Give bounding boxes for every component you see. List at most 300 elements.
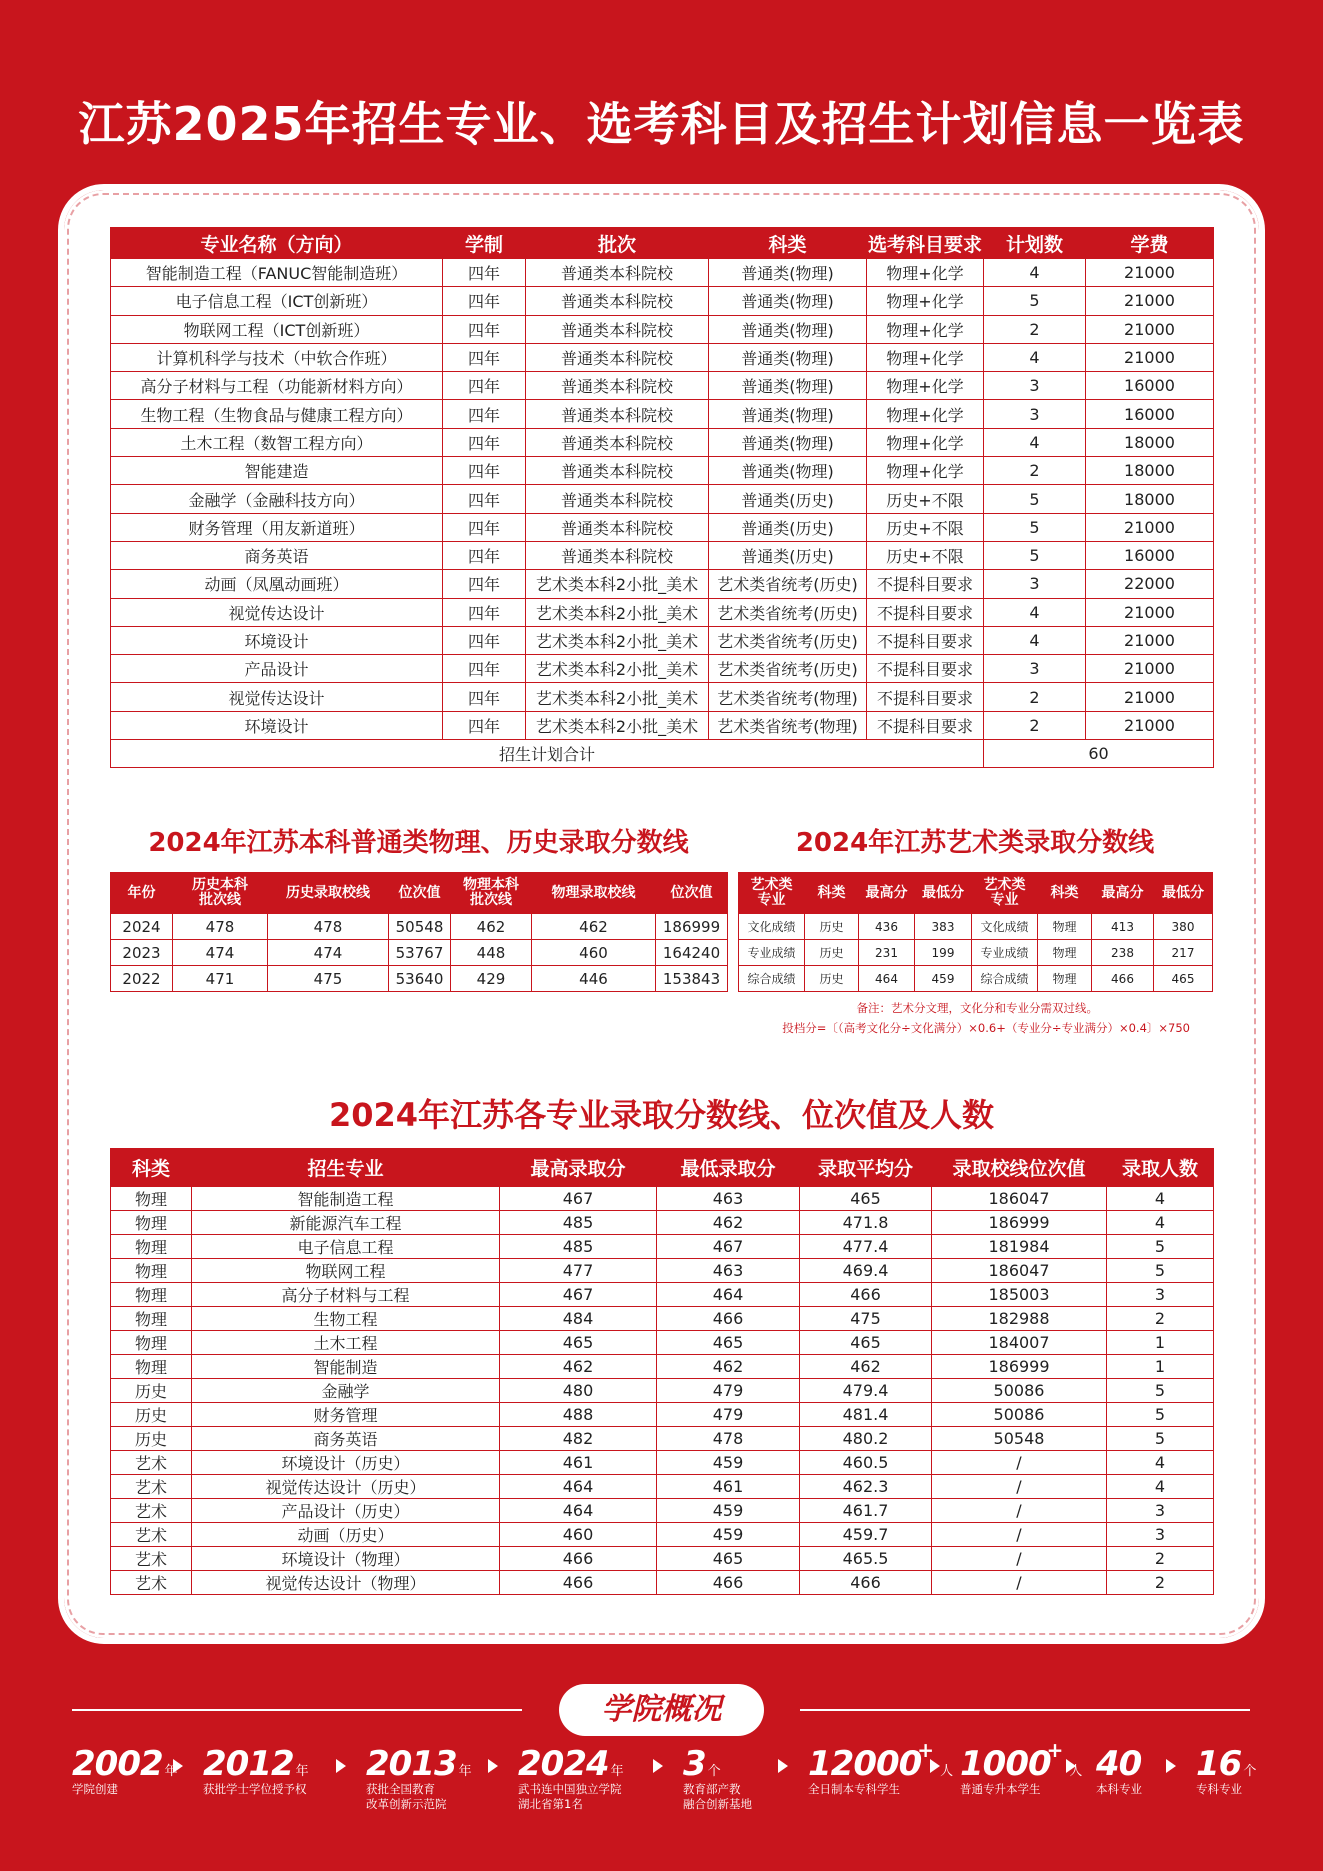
major-cell: 467: [500, 1283, 657, 1307]
plan-row: [111, 626, 1214, 654]
major-cell: 环境设计（物理）: [192, 1547, 500, 1571]
major-cell: 5: [1107, 1427, 1214, 1451]
plan-cell: 历史+不限: [867, 513, 984, 541]
footer-stat: [366, 1744, 472, 1812]
art-cell: 专业成绩: [739, 940, 805, 966]
major-cell: 历史: [111, 1403, 192, 1427]
major-row: [111, 1547, 1214, 1571]
plan-cell: 四年: [443, 626, 526, 654]
major-row: [111, 1379, 1214, 1403]
major-cell: 464: [500, 1499, 657, 1523]
stat-unit: 年: [295, 1764, 309, 1779]
major-cell: 459.7: [800, 1523, 932, 1547]
major-header: 最低录取分: [657, 1149, 800, 1187]
major-cell: 463: [657, 1187, 800, 1211]
plan-cell: 不提科目要求: [867, 711, 984, 739]
plan-cell: 4: [984, 259, 1086, 287]
art-cell: 专业成绩: [972, 940, 1038, 966]
plan-cell: 普通类(物理): [709, 259, 867, 287]
stat-description: 获批学士学位授予权: [203, 1782, 307, 1796]
major-cell: 艺术: [111, 1451, 192, 1475]
chevron-right-icon: [173, 1759, 183, 1773]
major-cell: 5: [1107, 1403, 1214, 1427]
stat-unit: 年: [458, 1764, 472, 1779]
stat-unit: 个: [1243, 1764, 1257, 1779]
major-cell: 物理: [111, 1307, 192, 1331]
major-cell: 477: [500, 1259, 657, 1283]
major-row: [111, 1571, 1214, 1595]
plan-row: [111, 711, 1214, 739]
footer-stat: [1196, 1744, 1256, 1797]
stat-description: 本科专业: [1096, 1782, 1142, 1796]
stat-description: 全日制本专科学生: [808, 1782, 900, 1796]
art-cell: 物理: [1038, 940, 1092, 966]
plan-cell: 普通类(物理): [709, 428, 867, 456]
major-cell: 3: [1107, 1523, 1214, 1547]
major-row: [111, 1499, 1214, 1523]
chevron-right-icon: [1066, 1759, 1076, 1773]
art-cell: 413: [1092, 914, 1154, 940]
major-cell: 艺术: [111, 1499, 192, 1523]
art-cell: 231: [859, 940, 915, 966]
plan-cell: 普通类(历史): [709, 541, 867, 569]
major-cell: 4: [1107, 1475, 1214, 1499]
major-cell: 464: [500, 1475, 657, 1499]
major-cell: /: [932, 1451, 1107, 1475]
plan-cell: 21000: [1086, 315, 1214, 343]
plan-header: 计划数: [984, 228, 1086, 259]
major-cell: 182988: [932, 1307, 1107, 1331]
major-cell: 466: [500, 1571, 657, 1595]
major-cell: 物理: [111, 1355, 192, 1379]
footer-stat: [203, 1744, 309, 1797]
footer-stat: [960, 1738, 1083, 1797]
art-cell: 文化成绩: [972, 914, 1038, 940]
plan-cell: 艺术类省统考(历史): [709, 626, 867, 654]
chevron-right-icon: [336, 1759, 346, 1773]
art-cell: 物理: [1038, 914, 1092, 940]
major-cell: 462: [657, 1355, 800, 1379]
plan-cell: 5: [984, 513, 1086, 541]
footer-stat: [72, 1744, 178, 1797]
plan-cell: 环境设计: [111, 626, 443, 654]
plan-cell: 4: [984, 343, 1086, 371]
major-cell: 艺术: [111, 1547, 192, 1571]
major-cell: 462.3: [800, 1475, 932, 1499]
plan-cell: 艺术类省统考(历史): [709, 655, 867, 683]
major-cell: 商务英语: [192, 1427, 500, 1451]
art-cell: 物理: [1038, 966, 1092, 992]
plan-cell: 18000: [1086, 485, 1214, 513]
plan-cell: 四年: [443, 541, 526, 569]
plan-cell: 艺术类本科2小批_美术: [526, 683, 709, 711]
major-cell: 50086: [932, 1379, 1107, 1403]
major-cell: 465.5: [800, 1547, 932, 1571]
plan-cell: 四年: [443, 428, 526, 456]
chevron-right-icon: [930, 1759, 940, 1773]
major-cell: 464: [657, 1283, 800, 1307]
score-cell: 478: [268, 914, 389, 940]
major-cell: 视觉传达设计（历史）: [192, 1475, 500, 1499]
major-cell: 475: [800, 1307, 932, 1331]
stat-unit: 人: [1069, 1764, 1083, 1779]
art-header: 最低分: [1154, 873, 1213, 914]
major-cell: 460.5: [800, 1451, 932, 1475]
art-header: 最低分: [915, 873, 972, 914]
plan-cell: 2: [984, 683, 1086, 711]
plan-total-value: 60: [984, 740, 1214, 768]
score-cell: 2023: [111, 940, 173, 966]
major-cell: 电子信息工程: [192, 1235, 500, 1259]
enrollment-plan-table: [110, 227, 1214, 768]
score-cell: 462: [451, 914, 532, 940]
score-cell: 462: [532, 914, 656, 940]
art-cell: 文化成绩: [739, 914, 805, 940]
plan-cell: 四年: [443, 372, 526, 400]
major-header: 招生专业: [192, 1149, 500, 1187]
art-header: 科类: [805, 873, 859, 914]
plan-row: [111, 428, 1214, 456]
plan-cell: 3: [984, 372, 1086, 400]
major-cell: 物理: [111, 1259, 192, 1283]
major-cell: 环境设计（历史）: [192, 1451, 500, 1475]
plan-header: 专业名称（方向）: [111, 228, 443, 259]
major-row: [111, 1259, 1214, 1283]
major-cell: 471.8: [800, 1211, 932, 1235]
plan-cell: 物理+化学: [867, 400, 984, 428]
stat-description: 学院创建: [72, 1782, 118, 1796]
score-row: [111, 966, 728, 992]
chevron-right-icon: [1166, 1759, 1176, 1773]
plan-cell: 四年: [443, 711, 526, 739]
major-cell: 482: [500, 1427, 657, 1451]
plan-cell: 智能建造: [111, 457, 443, 485]
art-cell: 466: [1092, 966, 1154, 992]
plan-row: [111, 598, 1214, 626]
plan-cell: 四年: [443, 513, 526, 541]
art-row: [739, 914, 1213, 940]
plan-cell: 22000: [1086, 570, 1214, 598]
plan-header: 批次: [526, 228, 709, 259]
art-cell: 历史: [805, 914, 859, 940]
plan-cell: 2: [984, 711, 1086, 739]
major-cell: 3: [1107, 1283, 1214, 1307]
stat-number: 3: [683, 1744, 706, 1784]
score-cell: 474: [173, 940, 268, 966]
major-cell: 461: [500, 1451, 657, 1475]
major-cell: /: [932, 1499, 1107, 1523]
major-row: [111, 1523, 1214, 1547]
major-score-title: 2024年江苏各专业录取分数线、位次值及人数: [328, 1096, 995, 1134]
plan-row: [111, 259, 1214, 287]
plan-cell: 艺术类本科2小批_美术: [526, 598, 709, 626]
plan-cell: 普通类本科院校: [526, 372, 709, 400]
plan-cell: 电子信息工程（ICT创新班）: [111, 287, 443, 315]
score-header: 位次值: [389, 873, 451, 914]
plan-cell: 16000: [1086, 400, 1214, 428]
major-cell: 2: [1107, 1571, 1214, 1595]
score-cell: 153843: [656, 966, 728, 992]
plan-cell: 18000: [1086, 457, 1214, 485]
score-cell: 53767: [389, 940, 451, 966]
major-cell: 物理: [111, 1211, 192, 1235]
footer-stat: [518, 1744, 624, 1812]
plan-cell: 高分子材料与工程（功能新材料方向）: [111, 372, 443, 400]
major-cell: 460: [500, 1523, 657, 1547]
major-cell: 185003: [932, 1283, 1107, 1307]
major-cell: 物理: [111, 1283, 192, 1307]
plan-cell: 物理+化学: [867, 315, 984, 343]
major-cell: 465: [500, 1331, 657, 1355]
major-cell: 466: [657, 1307, 800, 1331]
plan-cell: 四年: [443, 485, 526, 513]
art-header: 最高分: [1092, 873, 1154, 914]
plan-cell: 2: [984, 457, 1086, 485]
major-cell: 50548: [932, 1427, 1107, 1451]
plan-row: [111, 400, 1214, 428]
major-cell: 艺术: [111, 1571, 192, 1595]
major-cell: 488: [500, 1403, 657, 1427]
plan-cell: 历史+不限: [867, 541, 984, 569]
score-cell: 186999: [656, 914, 728, 940]
major-cell: 4: [1107, 1187, 1214, 1211]
major-header: 录取人数: [1107, 1149, 1214, 1187]
major-cell: 477.4: [800, 1235, 932, 1259]
plan-cell: 不提科目要求: [867, 683, 984, 711]
major-cell: 智能制造: [192, 1355, 500, 1379]
plan-cell: 21000: [1086, 259, 1214, 287]
stat-description: 专科专业: [1196, 1782, 1242, 1796]
plan-cell: 四年: [443, 598, 526, 626]
plan-cell: 普通类(物理): [709, 372, 867, 400]
major-row: [111, 1307, 1214, 1331]
plan-cell: 21000: [1086, 626, 1214, 654]
major-header: 录取平均分: [800, 1149, 932, 1187]
major-cell: 465: [800, 1331, 932, 1355]
major-cell: 新能源汽车工程: [192, 1211, 500, 1235]
major-cell: 459: [657, 1451, 800, 1475]
stat-description: 武书连中国独立学院 湖北省第1名: [518, 1782, 622, 1811]
score-cell: 471: [173, 966, 268, 992]
major-cell: 186999: [932, 1355, 1107, 1379]
art-cell: 436: [859, 914, 915, 940]
major-cell: 485: [500, 1235, 657, 1259]
score-row: [111, 914, 728, 940]
major-cell: 461: [657, 1475, 800, 1499]
plan-cell: 不提科目要求: [867, 655, 984, 683]
plan-cell: 不提科目要求: [867, 570, 984, 598]
stat-unit: 年: [164, 1764, 178, 1779]
major-cell: 466: [657, 1571, 800, 1595]
major-cell: 469.4: [800, 1259, 932, 1283]
major-cell: /: [932, 1547, 1107, 1571]
art-header: 最高分: [859, 873, 915, 914]
plan-cell: 物理+化学: [867, 428, 984, 456]
major-cell: 467: [500, 1187, 657, 1211]
plan-row: [111, 655, 1214, 683]
plan-row: [111, 315, 1214, 343]
plan-cell: 金融学（金融科技方向）: [111, 485, 443, 513]
plan-cell: 财务管理（用友新道班）: [111, 513, 443, 541]
plan-cell: 四年: [443, 457, 526, 485]
art-row: [739, 966, 1213, 992]
plan-cell: 智能制造工程（FANUC智能制造班）: [111, 259, 443, 287]
plan-cell: 艺术类本科2小批_美术: [526, 570, 709, 598]
major-cell: 生物工程: [192, 1307, 500, 1331]
major-cell: 4: [1107, 1211, 1214, 1235]
major-cell: 5: [1107, 1379, 1214, 1403]
plan-cell: 3: [984, 655, 1086, 683]
stat-unit: 个: [707, 1764, 721, 1779]
plan-cell: 普通类本科院校: [526, 343, 709, 371]
plan-cell: 普通类本科院校: [526, 457, 709, 485]
major-cell: 186047: [932, 1187, 1107, 1211]
major-cell: 461.7: [800, 1499, 932, 1523]
plan-cell: 环境设计: [111, 711, 443, 739]
major-cell: 186047: [932, 1259, 1107, 1283]
major-cell: 智能制造工程: [192, 1187, 500, 1211]
plan-cell: 18000: [1086, 428, 1214, 456]
footer-stat: [1096, 1744, 1142, 1797]
art-cell: 459: [915, 966, 972, 992]
art-cell: 464: [859, 966, 915, 992]
plan-cell: 四年: [443, 683, 526, 711]
art-note-2: 投档分=〔（高考文化分÷文化满分）×0.6+（专业分÷专业满分）×0.4〕×750: [782, 1021, 1190, 1035]
art-cell: 380: [1154, 914, 1213, 940]
plan-cell: 4: [984, 428, 1086, 456]
major-cell: 财务管理: [192, 1403, 500, 1427]
major-cell: /: [932, 1571, 1107, 1595]
major-cell: 物联网工程: [192, 1259, 500, 1283]
plan-row: [111, 287, 1214, 315]
footer-divider-right: [800, 1709, 1250, 1711]
plan-row: [111, 683, 1214, 711]
score-line-title: 2024年江苏本科普通类物理、历史录取分数线: [148, 828, 689, 858]
major-cell: 485: [500, 1211, 657, 1235]
plan-cell: 视觉传达设计: [111, 683, 443, 711]
plan-cell: 21000: [1086, 513, 1214, 541]
major-cell: 历史: [111, 1379, 192, 1403]
plan-cell: 物理+化学: [867, 343, 984, 371]
plan-cell: 普通类本科院校: [526, 259, 709, 287]
plan-cell: 普通类(历史): [709, 513, 867, 541]
major-cell: 462: [657, 1211, 800, 1235]
plan-cell: 4: [984, 626, 1086, 654]
major-cell: 物理: [111, 1331, 192, 1355]
major-cell: 物理: [111, 1235, 192, 1259]
major-cell: 3: [1107, 1499, 1214, 1523]
stat-unit: 人: [940, 1764, 954, 1779]
major-cell: 土木工程: [192, 1331, 500, 1355]
stat-number: 2002: [72, 1744, 163, 1784]
art-score-title: 2024年江苏艺术类录取分数线: [795, 828, 1155, 858]
major-cell: 5: [1107, 1259, 1214, 1283]
plan-cell: 21000: [1086, 343, 1214, 371]
plan-cell: 16000: [1086, 372, 1214, 400]
major-cell: 1: [1107, 1355, 1214, 1379]
plan-cell: 艺术类省统考(历史): [709, 598, 867, 626]
stat-number: 1000: [960, 1744, 1051, 1784]
major-cell: 463: [657, 1259, 800, 1283]
major-row: [111, 1331, 1214, 1355]
plan-cell: 普通类本科院校: [526, 485, 709, 513]
major-header: 科类: [111, 1149, 192, 1187]
plan-cell: 21000: [1086, 598, 1214, 626]
plan-cell: 16000: [1086, 541, 1214, 569]
major-cell: 484: [500, 1307, 657, 1331]
plan-cell: 艺术类本科2小批_美术: [526, 626, 709, 654]
score-cell: 53640: [389, 966, 451, 992]
major-row: [111, 1427, 1214, 1451]
major-score-table: [110, 1148, 1214, 1595]
plan-cell: 普通类(物理): [709, 400, 867, 428]
plan-cell: 普通类本科院校: [526, 315, 709, 343]
art-cell: 历史: [805, 940, 859, 966]
major-cell: 5: [1107, 1235, 1214, 1259]
plan-cell: 5: [984, 287, 1086, 315]
plan-cell: 物联网工程（ICT创新班）: [111, 315, 443, 343]
footer-stat: [683, 1744, 752, 1812]
major-row: [111, 1451, 1214, 1475]
major-cell: 金融学: [192, 1379, 500, 1403]
plan-cell: 视觉传达设计: [111, 598, 443, 626]
art-header: 艺术类 专业: [739, 873, 805, 914]
plan-cell: 动画（凤凰动画班）: [111, 570, 443, 598]
major-row: [111, 1235, 1214, 1259]
art-cell: 383: [915, 914, 972, 940]
score-cell: 460: [532, 940, 656, 966]
plan-cell: 普通类本科院校: [526, 400, 709, 428]
major-cell: 459: [657, 1499, 800, 1523]
score-cell: 2022: [111, 966, 173, 992]
plan-cell: 商务英语: [111, 541, 443, 569]
art-note-1: 备注：艺术分文理，文化分和专业分需双过线。: [856, 1001, 1098, 1015]
plan-cell: 四年: [443, 259, 526, 287]
major-cell: 视觉传达设计（物理）: [192, 1571, 500, 1595]
plan-header: 科类: [709, 228, 867, 259]
plan-cell: 四年: [443, 570, 526, 598]
score-cell: 50548: [389, 914, 451, 940]
major-cell: 481.4: [800, 1403, 932, 1427]
plan-cell: 计算机科学与技术（中软合作班）: [111, 343, 443, 371]
major-cell: 高分子材料与工程: [192, 1283, 500, 1307]
stat-number: 12000: [808, 1744, 922, 1784]
major-cell: 艺术: [111, 1475, 192, 1499]
footer-divider-left: [72, 1709, 522, 1711]
score-header: 位次值: [656, 873, 728, 914]
score-header: 物理录取校线: [532, 873, 656, 914]
plan-cell: 普通类(历史): [709, 485, 867, 513]
plan-cell: 普通类(物理): [709, 343, 867, 371]
stat-number: 40: [1096, 1744, 1142, 1784]
plan-row: [111, 372, 1214, 400]
art-header: 科类: [1038, 873, 1092, 914]
footer-badge: 学院概况: [559, 1684, 764, 1736]
art-header: 艺术类 专业: [972, 873, 1038, 914]
major-cell: 466: [800, 1571, 932, 1595]
plan-cell: 普通类本科院校: [526, 513, 709, 541]
art-cell: 238: [1092, 940, 1154, 966]
plan-row: [111, 457, 1214, 485]
chevron-right-icon: [653, 1759, 663, 1773]
plan-header: 学费: [1086, 228, 1214, 259]
major-cell: 459: [657, 1523, 800, 1547]
score-cell: 448: [451, 940, 532, 966]
major-cell: 2: [1107, 1307, 1214, 1331]
plan-cell: 历史+不限: [867, 485, 984, 513]
score-header: 历史本科 批次线: [173, 873, 268, 914]
plan-row: [111, 570, 1214, 598]
